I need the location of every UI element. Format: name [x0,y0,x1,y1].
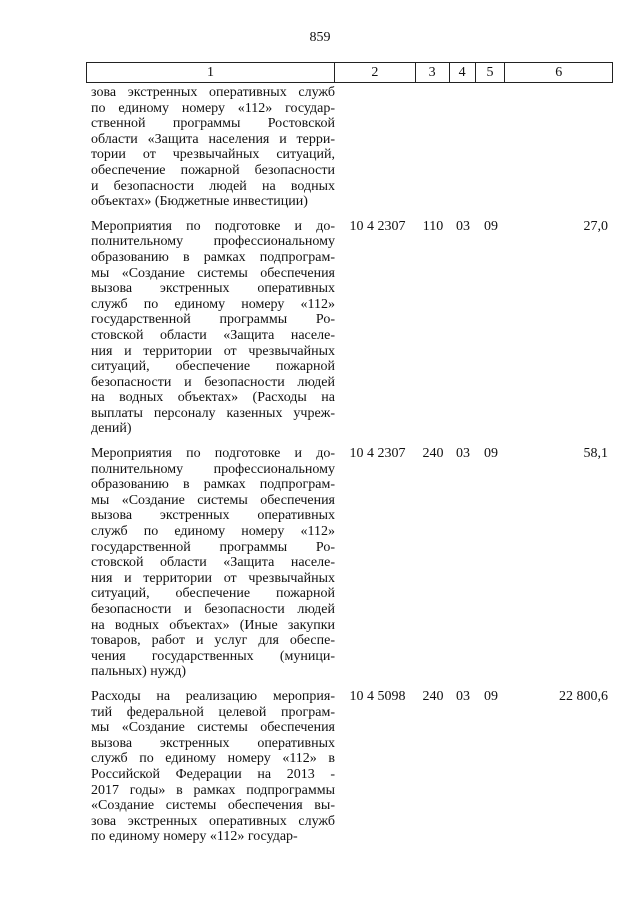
table-row [86,446,613,680]
header-cell-4: 4 [450,63,476,82]
description-line: области «Защита населения и терри- [91,131,335,147]
row-sum: 27,0 [583,218,608,234]
description-line: безопасности и безопасности людей [91,602,335,617]
description-line: дений) [91,421,132,437]
description-line: ния и территории от чрезвычайных [91,343,335,359]
description-line: государственной программы Ро- [91,539,335,555]
table-body [86,85,613,845]
row-subsection: 09 [484,688,498,704]
row-description [86,85,335,210]
description-line: «Создание системы обеспечения вы- [91,798,335,814]
row-code: 10 4 5098 [349,688,406,704]
description-line: тории от чрезвычайных ситуаций, [91,147,335,163]
row-description [86,446,335,680]
description-line: 2017 годы» в рамках подпрограммы [91,782,335,798]
row-description [86,689,335,845]
description-line: ситуаций, обеспечение пожарной [91,359,335,375]
description-line: на водных объектах» (Иные закупки [91,617,335,633]
description-line: безопасности и безопасности людей [91,374,335,390]
table-row [86,219,613,437]
description-line: ственной программы Ростовской [91,116,335,132]
page-number: 859 [309,30,331,45]
header-cell-3: 3 [416,63,450,82]
row-expense-type: 110 [422,218,444,234]
row-section: 03 [456,446,470,462]
row-subsection [476,85,506,210]
row-expense-type [416,85,450,210]
description-line: Мероприятия по подготовке и до- [91,218,335,234]
description-line: мы «Создание системы обеспечения [91,265,335,281]
description-line: стовской области «Защита населе- [91,555,335,571]
header-cell-5: 5 [476,63,506,82]
description-line: вызова экстренных оперативных [91,735,335,751]
description-line: тий федеральной целевой програм- [91,704,335,720]
description-line: государственной программы Ро- [91,312,335,328]
row-subsection: 09 [484,446,498,462]
row-expense-type: 240 [422,446,444,462]
row-sum: 58,1 [583,446,608,462]
description-line: товаров, работ и услуг для обеспе- [91,633,335,649]
description-line: стовской области «Защита населе- [91,327,335,343]
description-line: служб по единому номеру «112» в [91,751,335,767]
row-section: 03 [456,688,470,704]
description-line: служб по единому номеру «112» [91,296,335,312]
description-line: зова экстренных оперативных служб [91,813,335,829]
row-description [86,219,335,437]
header-cell-1: 1 [87,63,335,82]
row-expense-type: 240 [422,688,444,704]
description-line: образованию в рамках подпрограм- [91,249,335,265]
description-line: и безопасности людей на водных [91,178,335,194]
table-row [86,689,613,845]
description-line: зова экстренных оперативных служб [91,85,335,100]
table-header-row [86,62,613,83]
description-line: Мероприятия по подготовке и до- [91,446,335,462]
description-line: пальных) нужд) [91,664,187,680]
table-row [86,85,613,210]
description-line: образованию в рамках подпрограм- [91,477,335,493]
description-line: по единому номеру «112» государ- [91,829,298,845]
description-line: на водных объектах» (Расходы на [91,390,335,406]
header-cell-6: 6 [555,64,563,80]
row-code [335,85,416,210]
description-line: полнительному профессиональному [91,461,335,477]
description-line: обеспечение пожарной безопасности [91,162,335,178]
description-line: служб по единому номеру «112» [91,524,335,540]
description-line: мы «Создание системы обеспечения [91,720,335,736]
row-section [450,85,476,210]
description-line: мы «Создание системы обеспечения [91,492,335,508]
description-line: ния и территории от чрезвычайных [91,570,335,586]
description-line: Расходы на реализацию мероприя- [91,688,335,704]
description-line: Российской Федерации на 2013 - [91,766,335,782]
row-subsection: 09 [484,218,498,234]
header-cell-2: 2 [335,63,416,82]
description-line: вызова экстренных оперативных [91,281,335,297]
row-code: 10 4 2307 [349,446,406,462]
description-line: выплаты персоналу казенных учреж- [91,405,335,421]
description-line: ситуаций, обеспечение пожарной [91,586,335,602]
description-line: объектах» (Бюджетные инвестиции) [91,194,308,210]
row-sum [506,85,608,210]
row-section: 03 [456,218,470,234]
description-line: по единому номеру «112» государ- [91,100,335,116]
description-line: вызова экстренных оперативных [91,508,335,524]
row-code: 10 4 2307 [349,218,406,234]
description-line: чения государственных (муници- [91,648,335,664]
description-line: полнительному профессиональному [91,234,335,250]
row-sum: 22 800,6 [559,688,608,704]
